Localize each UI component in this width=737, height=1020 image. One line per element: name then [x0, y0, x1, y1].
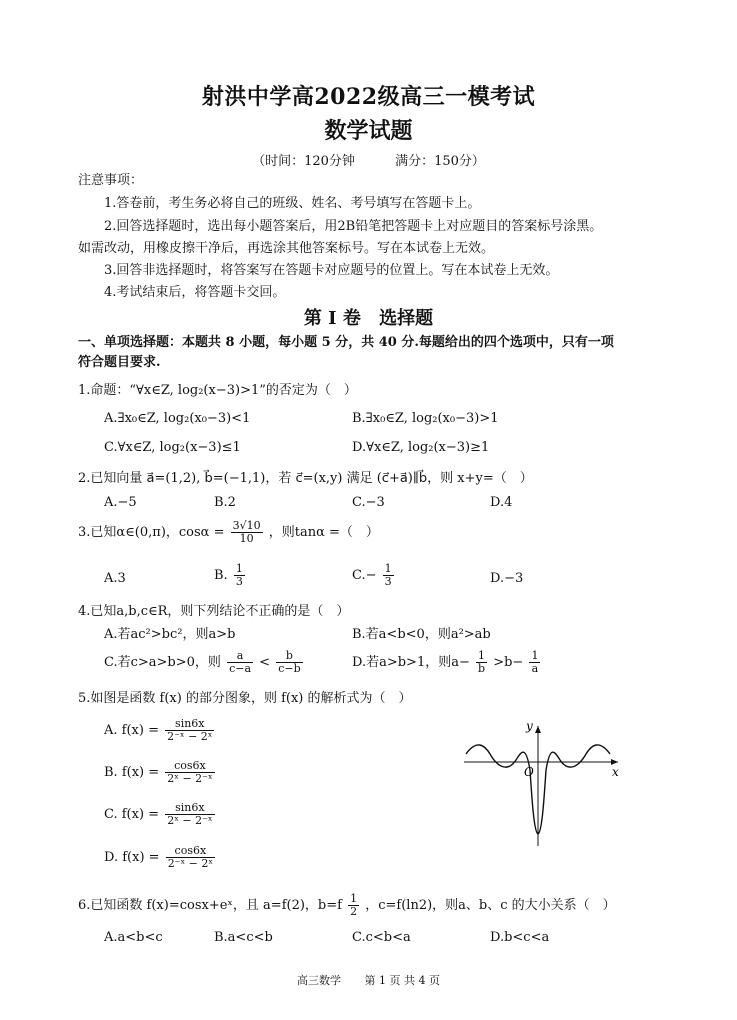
notice-item: 1.答卷前，考生务必将自己的班级、姓名、考号填写在答题卡上。	[104, 196, 481, 211]
option-fraction	[227, 650, 253, 675]
fraction-numerator: sin6x	[165, 718, 214, 731]
fraction-denominator: 2ˣ − 2⁻ˣ	[167, 814, 213, 827]
footer-page-number: 第 1 页 共 4 页	[364, 974, 440, 987]
fraction-numerator: cos6x	[165, 760, 214, 773]
fraction-numerator: 1	[384, 562, 392, 575]
question-5-option-a	[104, 718, 216, 743]
x-axis-label: x	[612, 765, 619, 779]
fraction-numerator: sin6x	[165, 802, 214, 815]
question-3-option-c	[352, 563, 396, 588]
fraction-denominator: 2	[350, 905, 358, 918]
option-label: C.若c>a>b>0，则	[104, 655, 221, 670]
question-1-option-d: D.∀x∈Z, log₂(x−3)≥1	[352, 440, 490, 455]
origin-label: O	[524, 765, 534, 779]
exam-time: （时间：120分钟	[252, 154, 355, 169]
question-6-stem-pre: 6.已知函数 f(x)=cosx+eˣ，且 a=f(2)，b=f	[78, 898, 342, 913]
notice-item: 2.回答选择题时，选出每小题答案后，用2B铅笔把答题卡上对应题目的答案标号涂黑。	[104, 219, 603, 234]
question-3-stem-pre: 3.已知α∈(0,π)，cosα =	[78, 525, 225, 540]
question-5-option-d	[104, 845, 217, 870]
option-fraction	[529, 650, 540, 675]
option-label: B.	[214, 568, 228, 583]
fraction-denominator: a	[531, 662, 539, 675]
question-2-option-a: A.−5	[104, 495, 137, 510]
section-volume: 第 I 卷	[303, 308, 361, 329]
fraction-denominator: c−a	[229, 662, 251, 675]
question-4-option-c	[104, 650, 305, 675]
fraction-denominator: 2ˣ − 2⁻ˣ	[167, 772, 213, 785]
question-5-option-c	[104, 802, 217, 827]
section-instruction: 一、单项选择题：本题共 8 小题，每小题 5 分，共 40 分.每题给出的四个选项中，只有一项	[78, 335, 614, 350]
subject-title: 数学试题	[324, 118, 413, 144]
question-2-option-d: D.4	[490, 495, 513, 510]
question-5-stem: 5.如图是函数 f(x) 的部分图象，则 f(x) 的解析式为（ ）	[78, 691, 412, 706]
option-label: C.−	[352, 568, 377, 583]
question-6-option-c: C.c<b<a	[352, 930, 411, 945]
option-label: B. f(x) =	[104, 765, 160, 780]
fraction-numerator: a	[227, 650, 253, 663]
question-4-option-b: B.若a<b<0，则a²>ab	[352, 627, 491, 642]
option-fraction	[166, 845, 215, 870]
fraction-numerator: 1	[350, 892, 358, 905]
fraction-numerator: 3√10	[232, 519, 261, 532]
question-6-option-b: B.a<c<b	[214, 930, 273, 945]
option-operator: >b−	[493, 655, 524, 670]
question-2-stem: 2.已知向量 a⃗=(1,2), b⃗=(−1,1)，若 c⃗=(x,y) 满足 (c⃗+a⃗)∥b⃗，则 x+y=（ ）	[78, 471, 533, 486]
option-label: C. f(x) =	[104, 807, 160, 822]
question-4-option-a: A.若ac²>bc²，则a>b	[104, 627, 236, 642]
question-6-option-a: A.a<b<c	[104, 930, 163, 945]
question-3-option-b	[214, 563, 247, 588]
option-fraction	[476, 650, 487, 675]
question-3-stem-post: ，则tanα =（ ）	[268, 525, 379, 540]
question-3-stem	[78, 520, 379, 545]
notice-item: 4.考试结束后，将答题卡交回。	[104, 285, 286, 300]
notice-item-continued: 如需改动，用橡皮擦干净后，再选涂其他答案标号。写在本试卷上无效。	[78, 241, 495, 256]
fraction-denominator: 3	[384, 575, 392, 588]
option-fraction	[165, 718, 214, 743]
question-6-fraction	[348, 893, 359, 918]
question-6-stem-post: ，c=f(ln2)，则a、b、c 的大小关系（ ）	[365, 898, 616, 913]
fraction-denominator: 2⁻ˣ − 2ˣ	[167, 730, 213, 743]
fraction-denominator: b	[478, 662, 486, 675]
fraction-denominator: 10	[239, 532, 254, 545]
fraction-denominator: 3	[235, 575, 243, 588]
question-4-option-d	[352, 650, 542, 675]
option-fraction	[165, 802, 214, 827]
page-footer	[0, 972, 737, 988]
fraction-numerator: b	[276, 650, 302, 663]
question-6-stem	[78, 893, 616, 918]
option-operator: <	[259, 655, 271, 670]
option-fraction	[276, 650, 302, 675]
fraction-numerator: 1	[531, 649, 539, 662]
section-name: 选择题	[379, 308, 434, 329]
option-label: A. f(x) =	[104, 723, 159, 738]
y-axis-arrow	[535, 726, 541, 733]
fraction-numerator: 1	[235, 562, 243, 575]
exam-score: 满分：150分）	[395, 154, 485, 169]
question-1-stem: 1.命题：“∀x∈Z, log₂(x−3)>1”的否定为（ ）	[78, 383, 357, 398]
option-fraction	[234, 563, 245, 588]
exam-meta	[0, 150, 737, 169]
section-heading	[0, 304, 737, 330]
section-instruction-continued: 符合题目要求.	[78, 355, 161, 370]
option-fraction	[383, 563, 394, 588]
fraction-numerator: cos6x	[166, 845, 215, 858]
question-2-option-c: C.−3	[352, 495, 385, 510]
question-1-option-b: B.∃x₀∈Z, log₂(x₀−3)>1	[352, 411, 499, 426]
question-5-option-b	[104, 760, 217, 785]
question-3-option-d: D.−3	[490, 571, 524, 586]
fraction-denominator: 2⁻ˣ − 2ˣ	[167, 857, 214, 870]
option-fraction	[165, 760, 214, 785]
fraction-numerator: 1	[476, 650, 487, 663]
exam-title: 射洪中学高2022级高三一模考试	[201, 84, 536, 110]
question-1-option-c: C.∀x∈Z, log₂(x−3)≤1	[104, 440, 241, 455]
fraction-denominator: c−b	[278, 662, 301, 675]
option-label: D.若a>b>1，则a−	[352, 655, 470, 670]
question-1-option-a: A.∃x₀∈Z, log₂(x₀−3)<1	[104, 411, 251, 426]
question-4-stem: 4.已知a,b,c∈R，则下列结论不正确的是（ ）	[78, 604, 350, 619]
y-axis-label: y	[526, 720, 533, 733]
question-2-option-b: B.2	[214, 495, 236, 510]
question-3-option-a: A.3	[104, 571, 126, 586]
option-label: D. f(x) =	[104, 850, 160, 865]
notice-item: 3.回答非选择题时，将答案写在答题卡对应题号的位置上。写在本试卷上无效。	[104, 263, 559, 278]
question-3-fraction	[231, 520, 263, 545]
footer-subject: 高三数学	[297, 974, 341, 987]
question-6-option-d: D.b<c<a	[490, 930, 550, 945]
function-graph	[458, 720, 628, 850]
notice-heading: 注意事项：	[78, 173, 144, 188]
